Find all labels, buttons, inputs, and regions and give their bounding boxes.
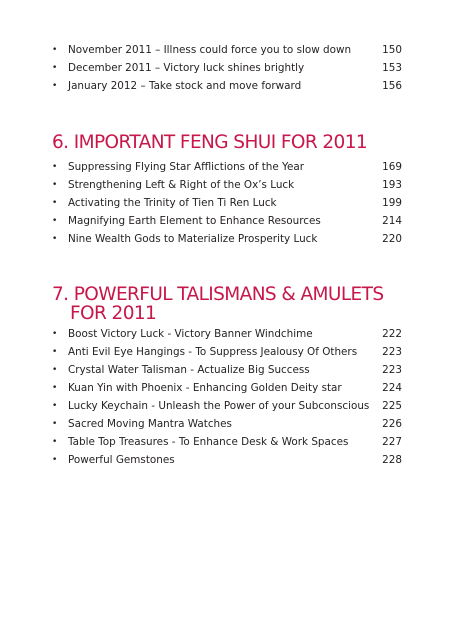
section-5-entry-list	[52, 41, 402, 95]
toc-entry-title: Magnifying Earth Element to Enhance Resources	[68, 215, 321, 227]
toc-entry[interactable]	[52, 325, 402, 343]
bullet-icon: •	[52, 365, 58, 375]
toc-entry[interactable]	[52, 451, 402, 469]
toc-entry-title: Nine Wealth Gods to Materialize Prosperity Luck	[68, 233, 318, 245]
bullet-icon: •	[52, 437, 58, 447]
section-6-heading-text: 6. IMPORTANT FENG SHUI FOR 2011	[52, 132, 368, 153]
toc-entry-title: Boost Victory Luck - Victory Banner Windchime	[68, 328, 313, 340]
toc-entry-title: December 2011 – Victory luck shines brightly	[68, 62, 305, 74]
bullet-icon: •	[52, 419, 58, 429]
toc-entry-title: Kuan Yin with Phoenix - Enhancing Golden Deity star	[68, 382, 342, 394]
bullet-icon: •	[52, 234, 58, 244]
toc-entry-title: Table Top Treasures - To Enhance Desk & Work Spaces	[68, 436, 349, 448]
toc-entry-page: 227	[382, 436, 402, 448]
toc-entry[interactable]	[52, 41, 402, 59]
toc-entry-title: Suppressing Flying Star Afflictions of the Year	[68, 161, 305, 173]
toc-entry[interactable]	[52, 230, 402, 248]
toc-entry-title: Activating the Trinity of Tien Ti Ren Luck	[68, 197, 277, 209]
toc-entry-page: 225	[382, 400, 402, 412]
bullet-icon: •	[52, 45, 58, 55]
toc-entry-title: Strengthening Left & Right of the Ox’s Luck	[68, 179, 295, 191]
toc-entry[interactable]	[52, 59, 402, 77]
toc-entry[interactable]	[52, 433, 402, 451]
toc-entry-title: Sacred Moving Mantra Watches	[68, 418, 232, 430]
toc-entry-page: 169	[382, 161, 402, 173]
toc-entry[interactable]	[52, 343, 402, 361]
toc-entry-page: 214	[382, 215, 402, 227]
toc-entry[interactable]	[52, 77, 402, 95]
toc-entry[interactable]	[52, 415, 402, 433]
bullet-icon: •	[52, 180, 58, 190]
bullet-icon: •	[52, 455, 58, 465]
toc-entry-page: 156	[382, 80, 402, 92]
toc-entry[interactable]	[52, 176, 402, 194]
toc-entry[interactable]	[52, 194, 402, 212]
bullet-icon: •	[52, 63, 58, 73]
toc-entry-page: 223	[382, 364, 402, 376]
bullet-icon: •	[52, 383, 58, 393]
bullet-icon: •	[52, 198, 58, 208]
toc-entry[interactable]	[52, 379, 402, 397]
toc-entry-page: 226	[382, 418, 402, 430]
bullet-icon: •	[52, 162, 58, 172]
toc-entry-page: 220	[382, 233, 402, 245]
toc-entry-title: November 2011 – Illness could force you to slow down	[68, 44, 352, 56]
toc-entry-page: 199	[382, 197, 402, 209]
bullet-icon: •	[52, 347, 58, 357]
toc-entry-title: Anti Evil Eye Hangings - To Suppress Jealousy Of Others	[68, 346, 358, 358]
toc-entry-title: Lucky Keychain - Unleash the Power of your Subconscious	[68, 400, 370, 412]
bullet-icon: •	[52, 216, 58, 226]
bullet-icon: •	[52, 81, 58, 91]
toc-entry[interactable]	[52, 158, 402, 176]
bullet-icon: •	[52, 329, 58, 339]
toc-entry-title: Crystal Water Talisman - Actualize Big Success	[68, 364, 310, 376]
section-7-heading	[52, 285, 383, 323]
toc-entry[interactable]	[52, 361, 402, 379]
section-7-heading-line1: 7. POWERFUL TALISMANS & AMULETS	[52, 284, 384, 305]
toc-entry-page: 228	[382, 454, 402, 466]
toc-entry-page: 193	[382, 179, 402, 191]
section-7-entry-list	[52, 325, 402, 469]
toc-entry-page: 150	[382, 44, 402, 56]
toc-entry-page: 153	[382, 62, 402, 74]
toc-entry-page: 223	[382, 346, 402, 358]
section-6-heading	[52, 133, 367, 152]
toc-entry-title: January 2012 – Take stock and move forward	[68, 80, 302, 92]
toc-entry[interactable]	[52, 212, 402, 230]
section-7-heading-line2: FOR 2011	[70, 303, 157, 324]
bullet-icon: •	[52, 401, 58, 411]
toc-entry-page: 222	[382, 328, 402, 340]
section-6-entry-list	[52, 158, 402, 248]
toc-entry-title: Powerful Gemstones	[68, 454, 175, 466]
toc-entry-page: 224	[382, 382, 402, 394]
toc-entry[interactable]	[52, 397, 402, 415]
